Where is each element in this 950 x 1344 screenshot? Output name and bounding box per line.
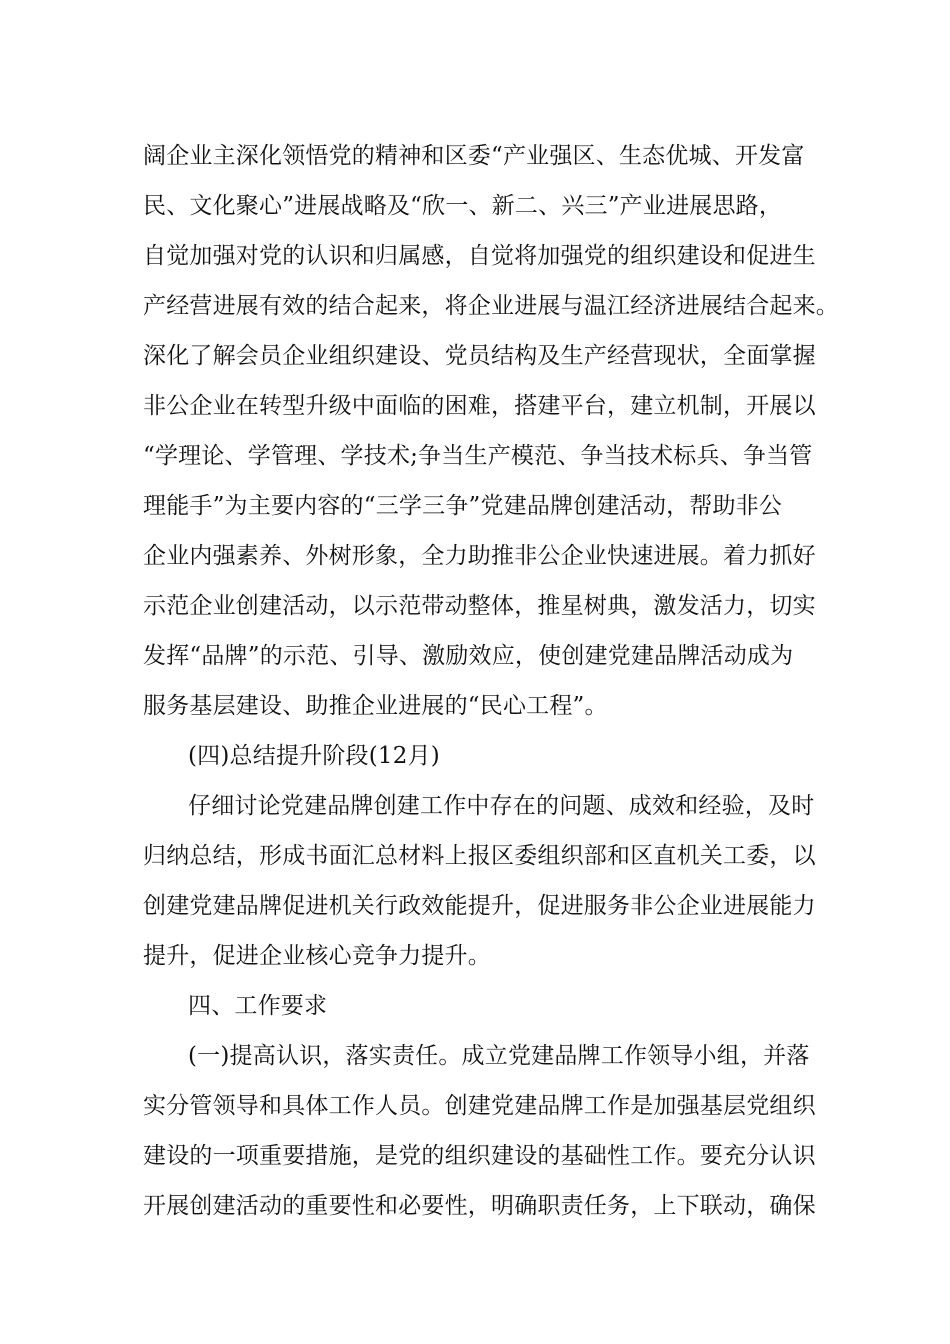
paragraph-line: 开展创建活动的重要性和必要性，明确职责任务，上下联动，确保 xyxy=(143,1193,816,1219)
paragraph-line: 创建党建品牌促进机关行政效能提升，促进服务非公企业进展能力 xyxy=(143,893,816,919)
paragraph-line: 发挥“品牌”的示范、引导、激励效应，使创建党建品牌活动成为 xyxy=(143,643,794,669)
paragraph-line: 实分管领导和具体工作人员。创建党建品牌工作是加强基层党组织 xyxy=(143,1093,816,1119)
paragraph-line: 提升，促进企业核心竞争力提升。 xyxy=(143,943,491,969)
paragraph-line: 自觉加强对党的认识和归属感，自觉将加强党的组织建设和促进生 xyxy=(143,243,816,269)
paragraph-line: 民、文化聚心”进展战略及“欣一、新二、兴三”产业进展思路， xyxy=(143,193,783,219)
paragraph-line: 仔细讨论党建品牌创建工作中存在的问题、成效和经验，及时 xyxy=(188,793,815,819)
section-heading: (四)总结提升阶段(12月) xyxy=(188,743,440,769)
paragraph-line: 非公企业在转型升级中面临的困难，搭建平台，建立机制，开展以 xyxy=(143,393,816,419)
paragraph-line: 阔企业主深化领悟党的精神和区委“产业强区、生态优城、开发富 xyxy=(143,143,805,169)
paragraph-line: 服务基层建设、助推企业进展的“民心工程”。 xyxy=(143,693,608,719)
paragraph-line: 产经营进展有效的结合起来，将企业进展与温江经济进展结合起来。 xyxy=(143,293,839,319)
paragraph-line: 企业内强素养、外树形象，全力助推非公企业快速进展。着力抓好 xyxy=(143,543,816,569)
section-heading: 四、工作要求 xyxy=(188,993,328,1019)
paragraph-line: 示范企业创建活动，以示范带动整体，推星树典，激发活力，切实 xyxy=(143,593,816,619)
paragraph-line: 建设的一项重要措施，是党的组织建设的基础性工作。要充分认识 xyxy=(143,1143,816,1169)
paragraph-line: 深化了解会员企业组织建设、党员结构及生产经营现状，全面掌握 xyxy=(143,343,816,369)
paragraph-line: “学理论、学管理、学技术;争当生产模范、争当技术标兵、争当管 xyxy=(143,443,813,469)
paragraph-line: (一)提高认识，落实责任。成立党建品牌工作领导小组，并落 xyxy=(188,1043,810,1069)
paragraph-line: 归纳总结，形成书面汇总材料上报区委组织部和区直机关工委，以 xyxy=(143,843,816,869)
paragraph-line: 理能手”为主要内容的“三学三争”党建品牌创建活动，帮助非公 xyxy=(143,493,783,519)
